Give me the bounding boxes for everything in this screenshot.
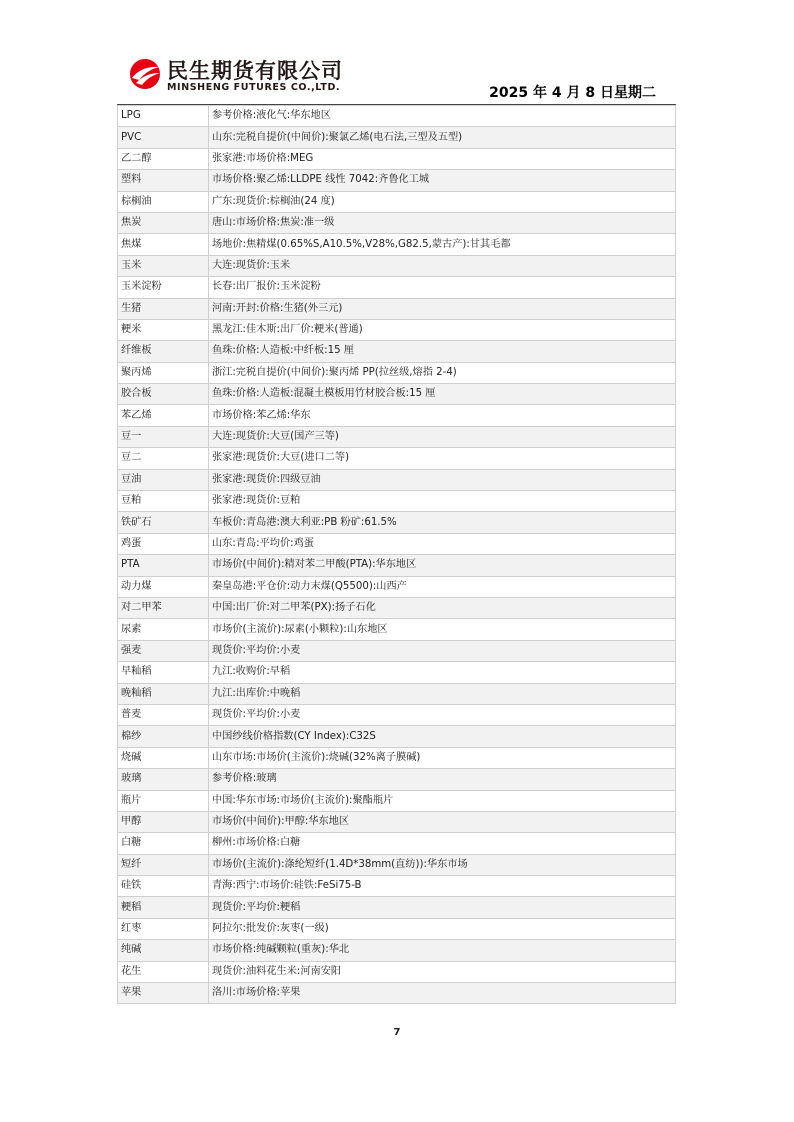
commodity-name-cell: 烧碱 — [118, 747, 209, 768]
table-row — [118, 769, 676, 790]
price-source-cell: 中国:华东市场:市场价(主流价):聚酯瓶片 — [209, 790, 676, 811]
commodity-name-cell: 对二甲苯 — [118, 597, 209, 618]
commodity-name-cell: 甲醇 — [118, 811, 209, 832]
price-source-cell: 现货价:平均价:粳稻 — [209, 897, 676, 918]
commodity-name-cell: LPG — [118, 106, 209, 127]
price-source-cell: 九江:收购价:早稻 — [209, 662, 676, 683]
price-source-table — [117, 105, 676, 1004]
page-number: 7 — [393, 1027, 401, 1038]
price-source-cell: 黑龙江:佳木斯:出厂价:粳米(普通) — [209, 319, 676, 340]
commodity-name-cell: 动力煤 — [118, 576, 209, 597]
minsheng-logo-icon — [127, 58, 163, 90]
commodity-name-cell: 焦炭 — [118, 212, 209, 233]
table-row — [118, 426, 676, 447]
table-row — [118, 983, 676, 1004]
price-source-cell: 秦皇岛港:平仓价:动力末煤(Q5500):山西产 — [209, 576, 676, 597]
table-row — [118, 533, 676, 554]
price-source-cell: 九江:出库价:中晚稻 — [209, 683, 676, 704]
table-row — [118, 255, 676, 276]
table-row — [118, 191, 676, 212]
price-source-cell: 市场价格:苯乙烯:华东 — [209, 405, 676, 426]
commodity-name-cell: 晚籼稻 — [118, 683, 209, 704]
table-row — [118, 298, 676, 319]
table-row — [118, 576, 676, 597]
commodity-name-cell: 豆一 — [118, 426, 209, 447]
table-row — [118, 940, 676, 961]
report-date: 2025 年 4 月 8 日星期二 — [489, 85, 656, 101]
commodity-name-cell: 胶合板 — [118, 384, 209, 405]
commodity-name-cell: 焦煤 — [118, 234, 209, 255]
price-source-cell: 参考价格:玻璃 — [209, 769, 676, 790]
table-row — [118, 662, 676, 683]
price-source-cell: 中国纱线价格指数(CY Index):C32S — [209, 726, 676, 747]
commodity-name-cell: PVC — [118, 127, 209, 148]
table-row — [118, 127, 676, 148]
table-row — [118, 170, 676, 191]
table-row — [118, 491, 676, 512]
commodity-name-cell: 花生 — [118, 961, 209, 982]
commodity-name-cell: 铁矿石 — [118, 512, 209, 533]
price-source-cell: 鱼珠:价格:人造板:混凝土模板用竹材胶合板:15 厘 — [209, 384, 676, 405]
table-row — [118, 704, 676, 725]
price-source-cell: 唐山:市场价格:焦炭:准一级 — [209, 212, 676, 233]
commodity-name-cell: 生猪 — [118, 298, 209, 319]
price-source-cell: 广东:现货价:棕榈油(24 度) — [209, 191, 676, 212]
price-source-cell: 长春:出厂报价:玉米淀粉 — [209, 277, 676, 298]
table-row — [118, 405, 676, 426]
table-row — [118, 212, 676, 233]
commodity-name-cell: 乙二醇 — [118, 148, 209, 169]
commodity-name-cell: 纯碱 — [118, 940, 209, 961]
commodity-name-cell: 豆粕 — [118, 491, 209, 512]
table-row — [118, 469, 676, 490]
table-row — [118, 448, 676, 469]
commodity-name-cell: 玉米淀粉 — [118, 277, 209, 298]
price-source-cell: 市场价(中间价):精对苯二甲酸(PTA):华东地区 — [209, 555, 676, 576]
commodity-name-cell: 瓶片 — [118, 790, 209, 811]
price-source-cell: 阿拉尔:批发价:灰枣(一级) — [209, 918, 676, 939]
commodity-name-cell: 玉米 — [118, 255, 209, 276]
commodity-name-cell: 强麦 — [118, 640, 209, 661]
commodity-name-cell: 短纤 — [118, 854, 209, 875]
commodity-name-cell: 棉纱 — [118, 726, 209, 747]
table-row — [118, 640, 676, 661]
commodity-name-cell: 尿素 — [118, 619, 209, 640]
table-row — [118, 790, 676, 811]
commodity-name-cell: 早籼稻 — [118, 662, 209, 683]
commodity-name-cell: 硅铁 — [118, 876, 209, 897]
price-source-cell: 市场价(主流价):尿素(小颗粒):山东地区 — [209, 619, 676, 640]
price-source-cell: 山东:完税自提价(中间价):聚氯乙烯(电石法,三型及五型) — [209, 127, 676, 148]
price-source-cell: 河南:开封:价格:生猪(外三元) — [209, 298, 676, 319]
commodity-name-cell: 纤维板 — [118, 341, 209, 362]
price-source-cell: 车板价:青岛港:澳大利亚:PB 粉矿:61.5% — [209, 512, 676, 533]
company-name-chinese: 民生期货有限公司 — [167, 59, 343, 83]
commodity-name-cell: 塑料 — [118, 170, 209, 191]
table-row — [118, 597, 676, 618]
price-source-cell: 青海:西宁:市场价:硅铁:FeSi75-B — [209, 876, 676, 897]
price-source-cell: 中国:出厂价:对二甲苯(PX):扬子石化 — [209, 597, 676, 618]
commodity-name-cell: 聚丙烯 — [118, 362, 209, 383]
table-row — [118, 854, 676, 875]
price-source-cell: 现货价:平均价:小麦 — [209, 640, 676, 661]
price-source-cell: 鱼珠:价格:人造板:中纤板:15 厘 — [209, 341, 676, 362]
company-name-english: MINSHENG FUTURES CO.,LTD. — [167, 82, 341, 93]
commodity-name-cell: 粳米 — [118, 319, 209, 340]
page-header — [117, 52, 676, 104]
table-row — [118, 747, 676, 768]
commodity-name-cell: PTA — [118, 555, 209, 576]
price-source-cell: 浙江:完税自提价(中间价):聚丙烯 PP(拉丝级,熔指 2-4) — [209, 362, 676, 383]
commodity-name-cell: 苯乙烯 — [118, 405, 209, 426]
table-row — [118, 512, 676, 533]
price-source-cell: 市场价格:聚乙烯:LLDPE 线性 7042:齐鲁化工城 — [209, 170, 676, 191]
table-row — [118, 918, 676, 939]
commodity-name-cell: 白糖 — [118, 833, 209, 854]
table-row — [118, 683, 676, 704]
commodity-name-cell: 豆二 — [118, 448, 209, 469]
price-source-cell: 场地价:焦精煤(0.65%S,A10.5%,V28%,G82.5,蒙古产):甘其毛都 — [209, 234, 676, 255]
price-source-cell: 山东市场:市场价(主流价):烧碱(32%离子膜碱) — [209, 747, 676, 768]
table-row — [118, 897, 676, 918]
commodity-name-cell: 鸡蛋 — [118, 533, 209, 554]
price-source-cell: 现货价:油料花生米:河南安阳 — [209, 961, 676, 982]
price-source-cell: 市场价格:纯碱颗粒(重灰):华北 — [209, 940, 676, 961]
commodity-name-cell: 普麦 — [118, 704, 209, 725]
table-row — [118, 106, 676, 127]
table-row — [118, 811, 676, 832]
table-row — [118, 726, 676, 747]
price-source-cell: 参考价格:液化气:华东地区 — [209, 106, 676, 127]
price-source-cell: 市场价(主流价):涤纶短纤(1.4D*38mm(直纺)):华东市场 — [209, 854, 676, 875]
table-row — [118, 319, 676, 340]
commodity-name-cell: 玻璃 — [118, 769, 209, 790]
commodity-name-cell: 豆油 — [118, 469, 209, 490]
price-source-cell: 大连:现货价:玉米 — [209, 255, 676, 276]
table-body — [118, 106, 676, 1004]
table-row — [118, 148, 676, 169]
table-row — [118, 362, 676, 383]
commodity-name-cell: 粳稻 — [118, 897, 209, 918]
table-row — [118, 833, 676, 854]
price-source-cell: 张家港:现货价:大豆(进口二等) — [209, 448, 676, 469]
price-source-cell: 山东:青岛:平均价:鸡蛋 — [209, 533, 676, 554]
price-source-cell: 柳州:市场价格:白糖 — [209, 833, 676, 854]
table-row — [118, 555, 676, 576]
commodity-name-cell: 棕榈油 — [118, 191, 209, 212]
price-source-cell: 张家港:现货价:豆粕 — [209, 491, 676, 512]
price-source-cell: 张家港:现货价:四级豆油 — [209, 469, 676, 490]
commodity-name-cell: 红枣 — [118, 918, 209, 939]
table-row — [118, 619, 676, 640]
table-row — [118, 384, 676, 405]
table-row — [118, 341, 676, 362]
commodity-name-cell: 苹果 — [118, 983, 209, 1004]
table-row — [118, 876, 676, 897]
table-row — [118, 234, 676, 255]
price-source-cell: 大连:现货价:大豆(国产三等) — [209, 426, 676, 447]
table-row — [118, 277, 676, 298]
price-source-cell: 张家港:市场价格:MEG — [209, 148, 676, 169]
price-source-cell: 市场价(中间价):甲醇:华东地区 — [209, 811, 676, 832]
price-source-cell: 洛川:市场价格:苹果 — [209, 983, 676, 1004]
table-row — [118, 961, 676, 982]
price-source-cell: 现货价:平均价:小麦 — [209, 704, 676, 725]
